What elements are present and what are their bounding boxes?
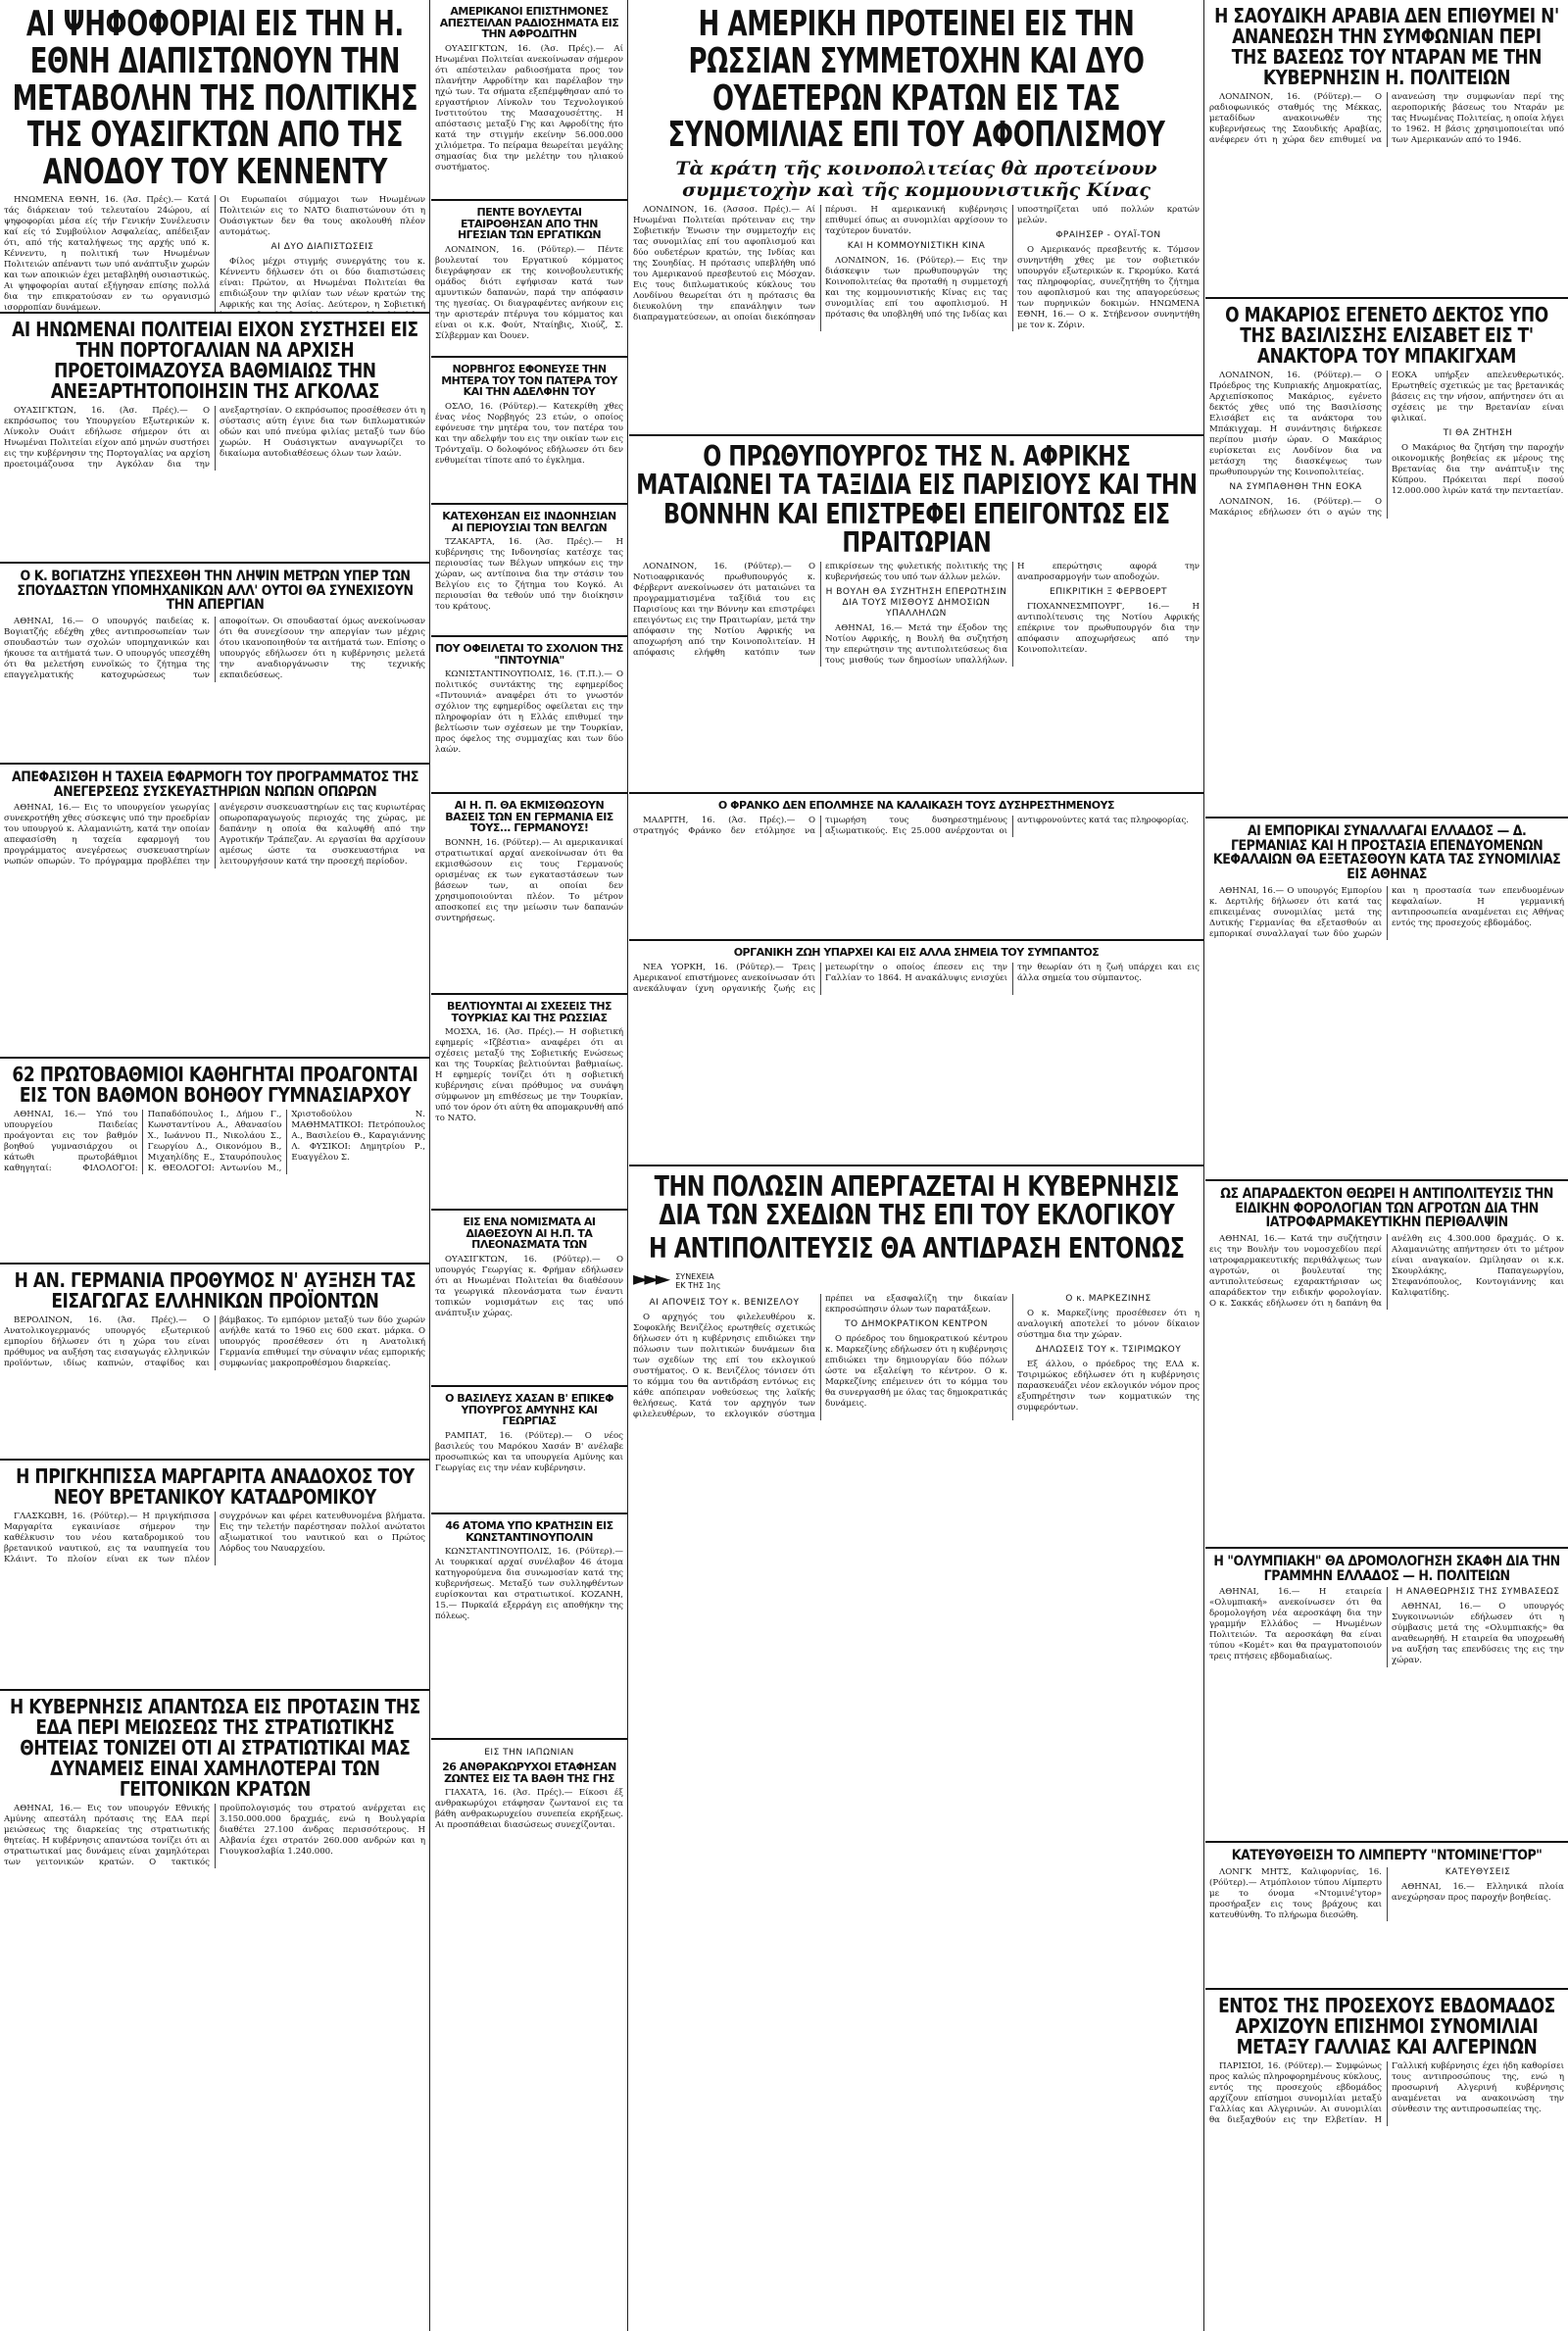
article-disarmament xyxy=(629,0,1203,436)
article-electoral-law xyxy=(629,1166,1203,2331)
article-organic-life xyxy=(629,941,1203,1166)
headline-secondary: Η ΑΝΤΙΠΟΛΙΤΕΥΣΙΣ ΘΑ ΑΝΤΙΔΡΑΣΗ ΕΝΤΟΝΩΣ xyxy=(648,1231,1185,1265)
article-body: ΑΘΗΝΑΙ, 16.— Υπό του υπουργείου Παιδείας προάγονται εις τον βαθμόν βοηθού γυμνασιάρχου οι κάτωθι πρωτοβάθμιοι καθηγηταί: ΦΙΛΟΛΟΓΟΙ: Παπαδόπουλος Ι., Δήμου Γ., Κωνσταντίνου Α., Αθανασίου Χ., Ιωάννου Π., Νικολάου Σ., Γεωργίου Δ., Οικονόμου Β., Μιχαηλίδης Ε., Σταυρόπουλος Κ. ΘΕΟΛΟΓΟΙ: Αντωνίου Μ., Χριστοδούλου Ν. ΜΑΘΗΜΑΤΙΚΟΙ: Πετρόπουλος Α., Βασιλείου Θ., Καραγιάννης Λ. ΦΥΣΙΚΟΙ: Δημητρίου Ρ., Ευαγγέλου Σ. xyxy=(4,1110,425,1173)
article-body: ΛΟΝΔΙΝΟΝ, 16. (Ρόϋτερ).— Ο ραδιοφωνικός σταθμός της Μέκκας, μεταδίδων ανακοινωθέν της κυβερνήσεως της Σαουδικής Αραβίας, ανέφερεν ότι η χώρα δεν επιθυμεί να ανανεώση την συμφωνίαν περί της αεροπορικής βάσεως του Νταράν με τας Ηνωμένας Πολιτείας, η οποία λήγει το 1962. Η βάσις χρησιμοποιείται υπό των Αμερικανών από το 1946. xyxy=(1209,92,1564,145)
headline: Η ΚΥΒΕΡΝΗΣΙΣ ΑΠΑΝΤΩΣΑ ΕΙΣ ΠΡΟΤΑΣΙΝ ΤΗΣ ΕΔΑ ΠΕΡΙ ΜΕΙΩΣΕΩΣ ΤΗΣ ΣΤΡΑΤΙΩΤΙΚΗΣ ΘΗΤΕΙΑΣ ΤΟΝΙΖΕΙ ΟΤΙ ΑΙ ΣΤΡΑΤΙΩΤΙΚΑΙ ΜΑΣ ΔΥΝΑΜΕΙΣ ΕΙΝΑΙ ΧΑΜΗΛΟΤΕΡΑΙ ΤΩΝ ΓΕΙΤΟΝΙΚΩΝ ΚΡΑΤΩΝ xyxy=(9,1695,420,1801)
article-east-germany-imports xyxy=(0,1265,429,1461)
article-body: ΟΥΑΣΙΓΚΤΩΝ, 16. (Ρόϋτερ).— Ο υπουργός Γεωργίας κ. Φρήμαν εδήλωσεν ότι αι Ηνωμέναι Πολιτείαι θα διαθέσουν τα γεωργικά πλεονάσματα των έναντι τοπικών νομισμάτων εις τας υπό ανάπτυξιν χώρας. xyxy=(435,1254,623,1318)
article-greece-germany-trade xyxy=(1205,818,1568,1181)
article-body: ΜΟΣΧΑ, 16. (Άσ. Πρές).— Η σοβιετική εφημερίς «Ιζβέστια» αναφέρει ότι αι σχέσεις μεταξύ της Σοβιετικής Ενώσεως και της Τουρκίας βελτιούνται βαθμιαίως. Η εφημερίς τονίζει ότι η σοβιετική κυβέρνησις είναι πρόθυμος να συνάψη σύμφωνον μη επιθέσεως με την Τουρκίαν, υπό τον όρον ότι αύτη θα απομακρυνθή από το ΝΑΤΟ. xyxy=(435,1027,623,1124)
headline: 62 ΠΡΩΤΟΒΑΘΜΙΟΙ ΚΑΘΗΓΗΤΑΙ ΠΡΟΑΓΟΝΤΑΙ ΕΙΣ ΤΟΝ ΒΑΘΜΟΝ ΒΟΗΘΟΥ ΓΥΜΝΑΣΙΑΡΧΟΥ xyxy=(12,1063,417,1107)
headline: ΑΙ ΨΗΦΟΦΟΡΙΑΙ ΕΙΣ ΤΗΝ Η. ΕΘΝΗ ΔΙΑΠΙΣΤΩΝΟΥΝ ΤΗΝ ΜΕΤΑΒΟΛΗΝ ΤΗΣ ΠΟΛΙΤΙΚΗΣ ΤΗΣ ΟΥΑΣΙΓΚΤΩΝ ΑΠΟ ΤΗΣ ΑΝΟΔΟΥ ΤΟΥ ΚΕΝΝΕΝΤΥ xyxy=(12,4,417,193)
article-body: ΑΘΗΝΑΙ, 16.— Ο υπουργός Εμπορίου κ. Δερτιλής δήλωσεν ότι κατά τας επικειμένας συνομιλίας μετά της Δυτικής Γερμανίας θα εξετασθούν αι εμπορικαί συναλλαγαί των δύο χωρών και η προστασία των επενδυομένων κεφαλαίων. Η γερμανική αντιπροσωπεία αναμένεται εις Αθήνας εντός της προσεχούς εβδομάδος. xyxy=(1209,885,1564,939)
article-body: ΛΟΝΓΚ ΜΗΤΣ, Καλιφορνίας, 16. (Ρόϋτερ).— Ατμόπλοιον τύπου Λίμπερτυ με το όνομα «Ντομινέ'γτορ» προσήραξεν εις τους βράχους και κατευθύνθη. Το πλήρωμα διεσώθη. ΚΑΤΕΥΘΥΣΕΙΣ ΑΘΗΝΑΙ, 16.— Ελληνικά πλοία ανεχώρησαν προς παροχήν βοηθείας. xyxy=(1209,1866,1564,1920)
article-body: ΠΑΡΙΣΙΟΙ, 16. (Ρόϋτερ).— Συμφώνως προς καλώς πληροφορημένους κύκλους, εντός της προσεχούς εβδομάδος αρχίζουν επίσημοι συνομιλίαι μεταξύ Γαλλίας και Αλγερινών. Αι συνομιλίαι θα διεξαχθούν εις την Ελβετίαν. Η Γαλλική κυβέρνησις έχει ήδη καθορίσει τους αντιπροσώπους της, ενώ η προσωρινή Αλγερινή κυβέρνησις αναμένεται να ανακοινώση την σύνθεσιν της αντιπροσωπείας της. xyxy=(1209,2061,1564,2125)
column-rule xyxy=(627,0,628,2331)
article-venus-signals xyxy=(431,0,627,201)
article-us-bases-germany xyxy=(431,794,627,995)
headline: ΑΜΕΡΙΚΑΝΟΙ ΕΠΙΣΤΗΜΟΝΕΣ ΑΠΕΣΤΕΙΛΑΝ ΡΑΔΙΟΣΗΜΑΤΑ ΕΙΣ ΤΗΝ ΑΦΡΟΔΙΤΗΝ xyxy=(439,5,619,41)
article-istanbul-arrests xyxy=(431,1514,627,1740)
continuation-marker xyxy=(633,1266,1200,1290)
column-2 xyxy=(431,0,627,2331)
article-fruit-packing xyxy=(0,765,429,1059)
article-franco xyxy=(629,794,1203,941)
article-military-service xyxy=(0,1691,429,2135)
section-heading: ΑΙ ΑΠΟΨΕΙΣ ΤΟΥ κ. ΒΕΝΙΖΕΛΟΥ xyxy=(649,1298,800,1309)
column-rule xyxy=(1203,0,1204,2331)
article-body: ΑΘΗΝΑΙ, 16.— Κατά την συζήτησιν εις την Βουλήν του νομοσχεδίου περί ιατροφαρμακευτικής περιθάλψεως των αγροτών, οι βουλευταί της αντιπολιτεύσεως εχαρακτήρισαν ως απαράδεκτον την ειδικήν φορολογίαν. Ο κ. Σακκάς εδήλωσεν ότι η δαπάνη θα ανέλθη εις 4.300.000 δραχμάς. Ο κ. Αλαμανιώτης απήντησεν ότι το μέτρον είναι αναγκαίον. Ωμίλησαν οι κ.κ. Σκουρλάκης, Παπαγεωργίου, Στεφανόπουλος, Κοντογιάννης και Καλιφατίδης. xyxy=(1209,1234,1564,1310)
article-body: ΑΘΗΝΑΙ, 16.— Ο υπουργός παιδείας κ. Βογιατζής εδέχθη χθες αντιπροσωπείαν των σπουδαστών των σχολών υπομηχανικών και ήκουσε τα αιτήματά των. Ο υπουργός υπεσχέθη ότι θα μελετήση ευνοϊκώς το ζήτημα της επαγγελματικής κατοχυρώσεως των αποφοίτων. Οι σπουδασταί όμως ανεκοίνωσαν ότι θα συνεχίσουν την απεργίαν των μέχρις ότου ικανοποιηθούν τα αιτήματά των. Επίσης ο υπουργός εδήλωσεν ότι η κυβέρνησις μελετά την αναδιοργάνωσιν της τεχνικής εκπαιδεύσεως. xyxy=(4,617,425,681)
article-king-hassan xyxy=(431,1387,627,1514)
section-heading: ΔΗΛΩΣΕΙΣ ΤΟΥ κ. ΤΣΙΡΙΜΩΚΟΥ xyxy=(1035,1345,1182,1356)
section-heading: Η ΒΟΥΛΗ ΘΑ ΣΥΖΗΤΗΣΗ ΕΠΕΡΩΤΗΣΙΝ ΔΙΑ ΤΟΥΣ ΜΙΣΘΟΥΣ ΔΗΜΟΣΙΩΝ ΥΠΑΛΛΗΛΩΝ xyxy=(825,586,1007,619)
section-heading: ΑΙ ΔΥΟ ΔΙΑΠΙΣΤΩΣΕΙΣ xyxy=(270,241,374,252)
article-body: ΑΘΗΝΑΙ, 16.— Εις το υπουργείον γεωργίας συνεκροτήθη χθες σύσκεψις υπό την προεδρίαν του υπουργού κ. Αλαμανιώτη, κατά την οποίαν απεφασίσθη η ταχεία εφαρμογή του προγράμματος ανεγέρσεως συσκευαστηρίων νωπών οπωρών. Το πρόγραμμα προβλέπει την ανέγερσιν συσκευαστηρίων εις τας κυριωτέρας οπωροπαραγωγούς περιοχάς της χώρας, με δαπάνην η οποία θα καλυφθή από την Αγροτικήν Τράπεζαν. Αι εργασίαι θα αρχίσουν αμέσως ώστε τα συσκευαστήρια να λειτουργήσουν κατά την προσεχή περίοδον. xyxy=(4,803,425,868)
article-body: ΑΘΗΝΑΙ, 16.— Εις τον υπουργόν Εθνικής Αμύνης απεστάλη πρότασις της ΕΔΑ περί μειώσεως της διαρκείας της στρατιωτικής θητείας. Η κυβέρνησις απαντώσα τονίζει ότι αι στρατιωτικαί μας δυνάμεις είναι χαμηλότεραι των γειτονικών κρατών. Ο τακτικός προϋπολογισμός του στρατού ανέρχεται εις 3.150.000.000 δραχμάς, ενώ η Βουλγαρία διαθέτει 27.100 άνδρας περισσότερους. Η Αλβανία έχει στρατόν 260.000 ανδρών και η Γιουγκοσλαβία 1.240.000. xyxy=(4,1804,425,1867)
headline: ΠΕΝΤΕ ΒΟΥΛΕΥΤΑΙ ΕΤΑΙΡΟΘΗΣΑΝ ΑΠΟ ΤΗΝ ΗΓΕΣΙΑΝ ΤΩΝ ΕΡΓΑΤΙΚΩΝ xyxy=(457,206,602,242)
continuation-label: ΣΥΝΕΧΕΙΑ xyxy=(675,1271,714,1281)
article-body: ΚΩΝΙΣΤΑΝΤΙΝΟΥΠΟΛΙΣ, 16. (Τ.Π.).— Ο πολιτικός συντάκτης της εφημερίδος «Πντουνιά» αναφέρει ότι το γνωστόν σχόλιον της εφημερίδος οφείλεται εις την πληροφορίαν ότι η Ελλάς επιθυμεί την βελτίωσιν των σχέσεων με την Τουρκίαν, προς όφελος της συμμαχίας και των δύο λαών. xyxy=(435,670,623,756)
article-body: ΛΟΝΔΙΝΟΝ, 16. (Ρόϋτερ).— Πέντε βουλευταί του Εργατικού κόμματος διεγράφησαν εκ της κοινοβουλευτικής ομάδος διότι εψήφισαν κατά των αμυντικών δαπανών, παρά την απόφασιν της ηγεσίας. Οι διαγραφέντες ανήκουν εις την αριστεράν πτέρυγα του κόμματος και είναι οι κ.κ. Φούτ, Νταίηβις, Χιούζ, Σ. Σίλβερμαν και Όουεν. xyxy=(435,244,623,341)
article-japan-miners xyxy=(431,1740,627,2331)
article-body: ΛΟΝΔΙΝΟΝ, 16. (Ρόϋτερ).— Ο Νοτιοαφρικανός πρωθυπουργός κ. Φέρβερντ ανεκοίνωσεν ότι ματαιώνει τα προγραμματισμένα ταξίδιά του εις Παρισίους και την Βόννην και επιστρέφει επειγόντως εις την Πραιτωρίαν, μετά την απόφασιν της Νοτίου Αφρικής να αποχωρήση από την Κοινοπολιτείαν. Η απόφασις ελήφθη κατόπιν των επικρίσεων της φυλετικής πολιτικής της κυβερνήσεώς του υπό των άλλων μελών. Η ΒΟΥΛΗ ΘΑ ΣΥΖΗΤΗΣΗ ΕΠΕΡΩΤΗΣΙΝ ΔΙΑ ΤΟΥΣ ΜΙΣΘΟΥΣ ΔΗΜΟΣΙΩΝ ΥΠΑΛΛΗΛΩΝ ΑΘΗΝΑΙ, 16.— Μετά την έξοδον της Νοτίου Αφρικής, η Βουλή θα συζητήση την επερώτησιν της αντιπολιτεύσεως δια τους μισθούς των δημοσίων υπαλλήλων. Η επερώτησις αφορά την αναπροσαρμογήν των αποδοχών. ΕΠΙΚΡΙΤΙΚΗ Ξ ΦΕΡΒΟΕΡΤ ΓΙΟΧΑΝΝΕΣΜΠΟΥΡΓ, 16.— Η αντιπολίτευσις της Νοτίου Αφρικής επέκρινε τον πρωθυπουργόν δια την απόφασιν αποχωρήσεως από την Κοινοπολιτείαν. xyxy=(633,561,1200,666)
article-labour-mps xyxy=(431,201,627,358)
article-body: ΤΖΑΚΑΡΤΑ, 16. (Άσ. Πρές).— Η κυβέρνησις της Ινδονησίας κατέσχε τας περιουσίας των Βέλγων υπηκόων εις την χώραν, ως αντίποινα δια την στάσιν του Βελγίου εις το ζήτημα του Κογκό. Αι περιουσίαι θα τεθούν υπό την διοίκησιν του κράτους. xyxy=(435,537,623,613)
article-body: ΟΥΑΣΙΓΚΤΩΝ, 16. (Άσ. Πρές).— Ο εκπρόσωπος του Υπουργείου Εξωτερικών κ. Λίνκολν Ουάιτ εδήλωσε σήμερον ότι αι Ηνωμέναι Πολιτείαι είχον από μηνών συστήσει εις την κυβέρνησιν της Πορτογαλίας να αρχίση προετοιμάζουσα την Αγκόλαν δια την ανεξαρτησίαν. Ο εκπρόσωπος προσέθεσεν ότι η σύστασις αύτη έγινε δια των διπλωματικών οδών και υπό πνεύμα φιλίας μεταξύ των δύο χωρών. Η Ουάσιγκτων αναγνωρίζει το δικαίωμα αυτοδιαθέσεως όλων των λαών. xyxy=(4,406,425,470)
headline: ΒΕΛΤΙΟΥΝΤΑΙ ΑΙ ΣΧΕΣΕΙΣ ΤΗΣ ΤΟΥΡΚΙΑΣ ΚΑΙ ΤΗΣ ΡΩΣΣΙΑΣ xyxy=(446,1000,612,1024)
section-heading: ΝΑ ΣΥΜΠΑΘΗΘΗ ΤΗΝ ΕΟΚΑ xyxy=(1229,482,1362,492)
article-south-africa xyxy=(629,436,1203,794)
article-france-algeria xyxy=(1205,1990,1568,2331)
article-princess-margaret xyxy=(0,1461,429,1691)
article-body: ΝΕΑ ΥΟΡΚΗ, 16. (Ρόϋτερ).— Τρεις Αμερικανοί επιστήμονες ανεκοίνωσαν ότι ανεκάλυψαν ίχνη οργανικής ζωής εις μετεωρίτην ο οποίος έπεσεν εις την Γαλλίαν το 1864. Η ανακάλυψις ενισχύει την θεωρίαν ότι η ζωή υπάρχει και εις άλλα σημεία του σύμπαντος. xyxy=(633,962,1200,994)
headline: ΚΑΤΕΧΘΗΣΑΝ ΕΙΣ ΙΝΔΟΝΗΣΙΑΝ ΑΙ ΠΕΡΙΟΥΣΙΑΙ ΤΩΝ ΒΕΛΓΩΝ xyxy=(442,510,616,534)
continuation-page: ΕΚ ΤΗΣ 1ης xyxy=(675,1280,721,1290)
article-kennedy-policy xyxy=(0,0,429,314)
arrows-icon: ►►► xyxy=(633,1266,667,1291)
headline: ΠΟΥ ΟΦΕΙΛΕΤΑΙ ΤΟ ΣΧΟΛΙΟΝ ΤΗΣ "ΠΝΤΟΥΝΙΑ" xyxy=(435,642,623,667)
headline: Η ΑΝ. ΓΕΡΜΑΝΙΑ ΠΡΟΘΥΜΟΣ Ν' ΑΥΞΗΣΗ ΤΑΣ ΕΙΣΑΓΩΓΑΣ ΕΛΛΗΝΙΚΩΝ ΠΡΟΪΟΝΤΩΝ xyxy=(14,1268,416,1313)
headline: ΩΣ ΑΠΑΡΑΔΕΚΤΟΝ ΘΕΩΡΕΙ Η ΑΝΤΙΠΟΛΙΤΕΥΣΙΣ ΤΗΝ ΕΙΔΙΚΗΝ ΦΟΡΟΛΟΓΙΑΝ ΤΩΝ ΑΓΡΟΤΩΝ ΔΙΑ ΤΗΝ ΙΑΤΡΟΦΑΡΜΑΚΕΥΤΙΚΗΝ ΠΕΡΙΘΑΛΨΙΝ xyxy=(1220,1186,1553,1231)
article-body: ΟΥΑΣΙΓΚΤΩΝ, 16. (Άσ. Πρές).— Αί Ηνωμέναι Πολιτείαι ανεκοίνωσαν σήμερον ότι απέστειλαν ραδιοσήματα προς τον πλανήτην Αφροδίτην και παρέλαβον την ηχώ των. Τα σήματα εξεπέμφθησαν από το εργαστήριον Λίνκολν του Τεχνολογικού Ινστιτούτου της Μασαχουσέττης. Η απόστασις μεταξύ Γης και Αφροδίτης ήτο κατά την στιγμήν εκείνην 56.000.000 χιλιόμετρα. Το πείραμα θεωρείται μεγάλης σημασίας δια την μελέτην του ηλιακού συστήματος. xyxy=(435,43,623,173)
headline: Η ΣΑΟΥΔΙΚΗ ΑΡΑΒΙΑ ΔΕΝ ΕΠΙΘΥΜΕΙ Ν' ΑΝΑΝΕΩΣΗ ΤΗΝ ΣΥΜΦΩΝΙΑΝ ΠΕΡΙ ΤΗΣ ΒΑΣΕΩΣ ΤΟΥ ΝΤΑΡΑΝ ΜΕ ΤΗΝ ΚΥΒΕΡΝΗΣΙΝ Η. ΠΟΛΙΤΕΙΩΝ xyxy=(1214,4,1559,89)
section-heading: ΤΟ ΔΗΜΟΚΡΑΤΙΚΟΝ ΚΕΝΤΡΟΝ xyxy=(845,1319,988,1330)
article-body: ΓΙΑΧΑΤΑ, 16. (Άσ. Πρές).— Είκοσι έξ ανθρακωρύχοι ετάφησαν ζωντανοί εις τα βάθη ανθρακωρυχείου συνεπεία εκρήξεως. Αι προσπάθειαι διασώσεως συνεχίζονται. xyxy=(435,1788,623,1831)
column-1 xyxy=(0,0,429,2331)
headline: ΟΡΓΑΝΙΚΗ ΖΩΗ ΥΠΑΡΧΕΙ ΚΑΙ ΕΙΣ ΑΛΛΑ ΣΗΜΕΙΑ ΤΟΥ ΣΥΜΠΑΝΤΟΣ xyxy=(733,946,1100,959)
column-rule xyxy=(429,0,430,2331)
article-liberty-ship xyxy=(1205,1843,1568,1990)
headline: ΝΟΡΒΗΓΟΣ ΕΦΟΝΕΥΣΕ ΤΗΝ ΜΗΤΕΡΑ ΤΟΥ ΤΟΝ ΠΑΤΕΡΑ ΤΟΥ ΚΑΙ ΤΗΝ ΑΔΕΛΦΗΝ ΤΟΥ xyxy=(441,363,617,399)
article-body: ΟΣΛΟ, 16. (Ρόϋτερ).— Κατεκρίθη χθες ένας νέος Νορβηγός 23 ετών, ο οποίος εφόνευσε την μητέρα του, τον πατέρα του και την αδελφήν του εις την οικίαν των εις Τρόντχαϊμ. Ο δολοφόνος εδήλωσεν ότι δεν ενθυμείται τίποτε από το έγκλημα. xyxy=(435,401,623,466)
headline: ΤΗΝ ΠΟΛΩΣΙΝ ΑΠΕΡΓΑΖΕΤΑΙ Η ΚΥΒΕΡΝΗΣΙΣ ΔΙΑ ΤΩΝ ΣΧΕΔΙΩΝ ΤΗΣ ΕΠΙ ΤΟΥ ΕΚΛΟΓΙΚΟΥ xyxy=(654,1170,1179,1232)
headline: ΑΙ ΗΝΩΜΕΝΑΙ ΠΟΛΙΤΕΙΑΙ ΕΙΧΟΝ ΣΥΣΤΗΣΕΙ ΕΙΣ ΤΗΝ ΠΟΡΤΟΓΑΛΙΑΝ ΝΑ ΑΡΧΙΣΗ ΠΡΟΕΤΟΙΜΑΖΟΥΣΑ ΒΑΘΜΙΑΙΩΣ ΤΗΝ ΑΝΕΞΑΡΤΗΤΟΠΟΙΗΣΙΝ ΤΗΣ ΑΓΚΟΛΑΣ xyxy=(11,318,418,403)
article-body: ΜΑΔΡΙΤΗ, 16. (Άσ. Πρές).— Ο στρατηγός Φράνκο δεν ετόλμησε να τιμωρήση τους δυσηρεστημένους αξιωματικούς. Εις 25.000 ανέρχονται οι αντιφρονούντες κατά τας πληροφορίας. xyxy=(633,815,1189,836)
section-heading: ΕΠΙΚΡΙΤΙΚΗ Ξ ΦΕΡΒΟΕΡΤ xyxy=(1050,586,1167,597)
headline: Η "ΟΛΥΜΠΙΑΚΗ" ΘΑ ΔΡΟΜΟΛΟΓΗΣΗ ΣΚΑΦΗ ΔΙΑ ΤΗΝ ΓΡΑΜΜΗΝ ΕΛΛΑΔΟΣ — Η. ΠΟΛΙΤΕΙΩΝ xyxy=(1213,1554,1560,1584)
column-4 xyxy=(1205,0,1568,2331)
article-olympic-airways xyxy=(1205,1549,1568,1843)
article-body: ΚΩΝΣΤΑΝΤΙΝΟΥΠΟΛΙΣ, 16. (Ρόϋτερ).— Αι τουρκικαί αρχαί συνέλαβον 46 άτομα κατηγορούμενα δια συνωμοσίαν κατά της κυβερνήσεως. Μεταξύ των συλληφθέντων ευρίσκονται και στρατιωτικοί. ΚΟΖΑΝΗ, 15.— Πυρκαϊά εξερράγη εις αποθήκην της πόλεως. xyxy=(435,1547,623,1622)
article-norwegian-murder xyxy=(431,358,627,505)
article-us-surpluses xyxy=(431,1211,627,1387)
headline: ΕΙΣ ΕΝΑ ΝΟΜΙΣΜΑΤΑ ΑΙ ΔΙΑΘΕΣΟΥΝ ΑΙ Η.Π. ΤΑ ΠΛΕΟΝΑΣΜΑΤΑ ΤΩΝ xyxy=(463,1215,596,1252)
headline: Ο ΒΑΣΙΛΕΥΣ ΧΑΣΑΝ Β' ΕΠΙΚΕΦ ΥΠΟΥΡΓΟΣ ΑΜΥΝΗΣ ΚΑΙ ΓΕΩΡΓΙΑΣ xyxy=(445,1392,613,1428)
headline: ΚΑΤΕΥΘΥΘΕΙΣΗ ΤΟ ΛΙΜΠΕΡΤΥ "ΝΤΟΜΙΝΕ'ΓΤΟΡ" xyxy=(1231,1848,1543,1863)
section-heading: Η ΑΝΑΘΕΩΡΗΣΙΣ ΤΗΣ ΣΥΜΒΑΣΕΩΣ xyxy=(1396,1587,1560,1598)
article-body: ΛΟΝΔΙΝΟΝ, 16. (Άσσοσ. Πρές).— Αί Ηνωμέναι Πολιτείαι πρότειναν εις την Σοβιετικήν Ένωσιν την συμμετοχήν εις τας συνομιλίας επί του αφοπλισμού και δύο ουδετέρων κρατών, της Ινδίας και της Σουηδίας. Η πρότασις υπεβλήθη υπό του Αμερικανού πρεσβευτού εις Μόσχαν. Εις τους διπλωματικούς κύκλους του Λονδίνου θεωρείται ότι η πρότασις θα διευκολύνη την επανάληψιν των διαπραγματεύσεων, αι οποίαι διεκόπησαν πέρυσι. Η αμερικανική κυβέρνησις επιθυμεί όπως αι συνομιλίαι αρχίσουν το ταχύτερον δυνατόν. ΚΑΙ Η ΚΟΜΜΟΥΝΙΣΤΙΚΗ ΚΙΝΑ ΛΟΝΔΙΝΟΝ, 16. (Ρόϋτερ).— Εις την διάσκεψιν των πρωθυπουργών της Κοινοπολιτείας θα προταθή η συμμετοχή και της κομμουνιστικής Κίνας εις τας συνομιλίας επί του αφοπλισμού. Η πρότασις θα υποβληθή υπό της Ινδίας και υποστηρίζεται υπό πολλών κρατών μελών. ΦΡΑΙΗΣΕΡ - ΟΥΑΪ-ΤΟΝ Ο Αμερικανός πρεσβευτής κ. Τόμσον συνηντήθη χθες με τον σοβιετικόν υπουργόν εξωτερικών κ. Γκρομύκο. Κατά τας πληροφορίας, συνεζητήθη το ζήτημα του αφοπλισμού και της απαγορεύσεως των πυρηνικών δοκιμών. ΗΝΩΜΕΝΑ ΕΘΝΗ, 16.— Ο κ. Στήβενσον συνηντήθη με τον κ. Ζόριν. xyxy=(633,205,1200,331)
headline: Ο ΠΡΩΘΥΠΟΥΡΓΟΣ ΤΗΣ Ν. ΑΦΡΙΚΗΣ ΜΑΤΑΙΩΝΕΙ ΤΑ ΤΑΞΙΔΙΑ ΕΙΣ ΠΑΡΙΣΙΟΥΣ ΚΑΙ ΤΗΝ ΒΟΝΝΗΝ ΚΑΙ ΕΠΙΣΤΡΕΦΕΙ ΕΠΕΙΓΟΝΤΩΣ ΕΙΣ ΠΡΑΙΤΩΡΙΑΝ xyxy=(635,440,1198,560)
headline: ΑΙ ΕΜΠΟΡΙΚΑΙ ΣΥΝΑΛΛΑΓΑΙ ΕΛΛΑΔΟΣ — Δ. ΓΕΡΜΑΝΙΑΣ ΚΑΙ Η ΠΡΟΣΤΑΣΙΑ ΕΠΕΝΔΥΟΜΕΝΩΝ ΚΕΦΑΛΑΙΩΝ ΘΑ ΕΞΕΤΑΣΘΟΥΝ ΚΑΤΑ ΤΑΣ ΣΥΝΟΜΙΛΙΑΣ ΕΙΣ ΑΘΗΝΑΣ xyxy=(1212,823,1561,883)
article-body: ΒΕΡΟΛΙΝΟΝ, 16. (Άσ. Πρές).— Ο Ανατολικογερμανός υπουργός εξωτερικού εμπορίου δήλωσεν ότι η χώρα του είναι πρόθυμος να αυξήση τας εισαγωγάς ελληνικών προϊόντων, ιδίως καπνών, σταφίδος και βάμβακος. Το εμπόριον μεταξύ των δύο χωρών ανήλθε κατά το 1960 εις 600 εκατ. μάρκα. Ο υπουργός προσέθεσεν ότι η Ανατολική Γερμανία επιθυμεί την σύναψιν νέας εμπορικής συμφωνίας μακροπροθέσμου διαρκείας. xyxy=(4,1315,425,1368)
article-body: ΓΛΑΣΚΩΒΗ, 16. (Ρόϋτερ).— Η πριγκήπισσα Μαργαρίτα εγκαινίασε σήμερον την καθέλκυσιν του νέου καταδρομικού του βρετανικού ναυτικού, εις τα ναυπηγεία του Κλάιντ. Το πλοίον είναι εκ των πλέον συγχρόνων και φέρει κατευθυνομένα βλήματα. Εις την τελετήν παρέστησαν πολλοί ανώτατοι αξιωματικοί του ναυτικού και ο Πρώτος Λόρδος του Ναυαρχείου. xyxy=(4,1512,425,1564)
headline: 26 ΑΝΘΡΑΚΩΡΥΧΟΙ ΕΤΑΦΗΣΑΝ ΖΩΝΤΕΣ ΕΙΣ ΤΑ ΒΑΘΗ ΤΗΣ ΓΗΣ xyxy=(442,1761,616,1785)
section-heading: Ο κ. ΜΑΡΚΕΖΙΝΗΣ xyxy=(1065,1294,1152,1305)
headline: 46 ΑΤΟΜΑ ΥΠΟ ΚΡΑΤΗΣΙΝ ΕΙΣ ΚΩΝΣΤΑΝΤΙΝΟΥΠΟΛΙΝ xyxy=(445,1519,613,1544)
headline: Η ΑΜΕΡΙΚΗ ΠΡΟΤΕΙΝΕΙ ΕΙΣ ΤΗΝ ΡΩΣΣΙΑΝ ΣΥΜΜΕΤΟΧΗΝ ΚΑΙ ΔΥΟ ΟΥΔΕΤΕΡΩΝ ΚΡΑΤΩΝ ΕΙΣ ΤΑΣ ΣΥΝΟΜΙΛΙΑΣ ΕΠΙ ΤΟΥ ΑΦΟΠΛΙΣΜΟΥ xyxy=(667,4,1165,156)
article-dunya-comment xyxy=(431,637,627,794)
section-heading: ΚΑΤΕΥΘΥΣΕΙΣ xyxy=(1445,1866,1511,1877)
headline: Ο ΦΡΑΝΚΟ ΔΕΝ ΕΠΟΛΜΗΣΕ ΝΑ ΚΑΛΑΙΚΑΣΗ ΤΟΥΣ ΔΥΣΗΡΕΣΤΗΜΕΝΟΥΣ xyxy=(717,799,1115,812)
headline: ΕΝΤΟΣ ΤΗΣ ΠΡΟΣΕΧΟΥΣ ΕΒΔΟΜΑΔΟΣ ΑΡΧΙΖΟΥΝ ΕΠΙΣΗΜΟΙ ΣΥΝΟΜΙΛΙΑΙ ΜΕΤΑΞΥ ΓΑΛΛΙΑΣ ΚΑΙ ΑΛΓΕΡΙΝΩΝ xyxy=(1218,1994,1555,2058)
subheadline: Τὰ κράτη τῆς κοινοπολιτείας θὰ προτείνουν συμμετοχὴν καὶ τῆς κομμουνιστικῆς Κίνας xyxy=(675,158,1157,202)
headline: Ο ΜΑΚΑΡΙΟΣ ΕΓΕΝΕΤΟ ΔΕΚΤΟΣ ΥΠΟ ΤΗΣ ΒΑΣΙΛΙΣΣΗΣ ΕΛΙΣΑΒΕΤ ΕΙΣ Τ' ΑΝΑΚΤΟΡΑ ΤΟΥ ΜΠΑΚΙΓΧΑΜ xyxy=(1225,303,1548,368)
article-indonesia-belgians xyxy=(431,505,627,637)
article-body: ΗΝΩΜΕΝΑ ΕΘΝΗ, 16. (Άσ. Πρές).— Κατά τάς διάρκειαν τού τελευταίου 24ώρου, αί ψηφοφορίαι μέσα είς τήν Γενικήν Συνέλευσιν καί είς τό Συμβούλιον Ασφαλείας, απέδειξαν ότι, από τής καταλήψεως της αρχής υπό κ. Κέννεντυ, η πολιτική των Ηνωμένων Πολιτειών απέναντι των υπό ανάπτυξιν χωρών και των αποικιών έχει μεταβληθή ουσιαστικώς. Αι ψηφοφορίαι αυταί εξήγησαν επίσης πολλά δια την επικρατούσαν εν τω οργανισμώ ισορροπίαν δυνάμεων. Οι Ευρωπαίοι σύμμαχοι των Ηνωμένων Πολιτειών εις το ΝΑΤΟ διαπιστώνουν ότι η Ουάσιγκτων δεν θα τους ακολουθή πλέον αυτομάτως. ΑΙ ΔΥΟ ΔΙΑΠΙΣΤΩΣΕΙΣ Φίλος μέχρι στιγμής συνεργάτης του κ. Κέννεντυ δήλωσεν ότι οι δύο διαπιστώσεις είναι: Πρώτον, αι Ηνωμέναι Πολιτείαι θα επιδιώξουν την φιλίαν των νέων κρατών της Αφρικής και της Ασίας. Δεύτερον, η Σοβιετική xyxy=(4,194,425,313)
article-makarios-queen xyxy=(1205,299,1568,818)
section-heading: ΦΡΑΙΗΣΕΡ - ΟΥΑΪ-ΤΟΝ xyxy=(1055,230,1161,241)
section-heading: ΕΙΣ ΤΗΝ ΙΑΠΩΝΙΑΝ xyxy=(484,1748,574,1758)
headline: ΑΠΕΦΑΣΙΣΘΗ Η ΤΑΧΕΙΑ ΕΦΑΡΜΟΓΗ ΤΟΥ ΠΡΟΓΡΑΜΜΑΤΟΣ ΤΗΣ ΑΝΕΓΕΡΣΕΩΣ ΣΥΣΚΕΥΑΣΤΗΡΙΩΝ ΝΩΠΩΝ ΟΠΩΡΩΝ xyxy=(11,769,418,800)
headline: ΑΙ Η. Π. ΘΑ ΕΚΜΙΣΘΩΣΟΥΝ ΒΑΣΕΙΣ ΤΩΝ ΕΝ ΓΕΡΜΑΝΙΑ ΕΙΣ ΤΟΥΣ... ΓΕΡΜΑΝΟΥΣ! xyxy=(445,799,613,835)
article-body: ΑΘΗΝΑΙ, 16.— Η εταιρεία «Ολυμπιακή» ανεκοίνωσεν ότι θα δρομολογήση νέα αεροσκάφη δια την γραμμήν Ελλάδος — Ηνωμένων Πολιτειών. Τα αεροσκάφη θα είναι τύπου «Κομέτ» και θα πραγματοποιούν τρεις πτήσεις εβδομαδιαίως. Η ΑΝΑΘΕΩΡΗΣΙΣ ΤΗΣ ΣΥΜΒΑΣΕΩΣ ΑΘΗΝΑΙ, 16.— Ο υπουργός Συγκοινωνιών εδήλωσεν ότι η σύμβασις μετά της «Ολυμπιακής» θα αναθεωρηθή. Η εταιρεία θα υποχρεωθή να αυξήση τας επενδύσεις της εις την χώραν. xyxy=(1209,1587,1564,1666)
article-body: ΡΑΜΠΑΤ, 16. (Ρόϋτερ).— Ο νέος βασιλεύς του Μαρόκου Χασάν Β' ανέλαβε προσωπικώς και τα υπουργεία Αμύνης και Γεωργίας εις την νέαν κυβέρνησιν. xyxy=(435,1430,623,1473)
headline: Η ΠΡΙΓΚΗΠΙΣΣΑ ΜΑΡΓΑΡΙΤΑ ΑΝΑΔΟΧΟΣ ΤΟΥ ΝΕΟΥ ΒΡΕΤΑΝΙΚΟΥ ΚΑΤΑΔΡΟΜΙΚΟΥ xyxy=(15,1464,415,1509)
article-farmers-tax xyxy=(1205,1181,1568,1549)
article-students-strike xyxy=(0,564,429,765)
article-body: ΒΟΝΝΗ, 16. (Ρόϋτερ).— Αι αμερικανικαί στρατιωτικαί αρχαί ανεκοίνωσαν ότι θα εκμισθώσουν εις τους Γερμανούς ορισμένας εκ των εγκαταστάσεων των βάσεων των, αι οποίαι δεν χρησιμοποιούνται πλέον. Το μέτρον αποσκοπεί εις την μείωσιν των δαπανών συντηρήσεως. xyxy=(435,837,623,923)
article-body: ΑΙ ΑΠΟΨΕΙΣ ΤΟΥ κ. ΒΕΝΙΖΕΛΟΥ Ο αρχηγός του φιλελευθέρου κ. Σοφοκλής Βενιζέλος ερωτηθείς σχετικώς δήλωσεν ότι η κυβέρνησις επιδιώκει την πόλωσιν των πολιτικών δυνάμεων δια των σχεδίων της επί του εκλογικού συστήματος. Ο κ. Βενιζέλος τόνισεν ότι το κόμμα του θα αντιδράση εντόνως εις κάθε απόπειραν νοθεύσεως της λαϊκής θελήσεως. Κατά τον αρχηγόν των φιλελευθέρων, το εκλογικόν σύστημα πρέπει να εξασφαλίζη την δικαίαν εκπροσώπησιν όλων των παρατάξεων. ΤΟ ΔΗΜΟΚΡΑΤΙΚΟΝ ΚΕΝΤΡΟΝ Ο πρόεδρος του δημοκρατικού κέντρου κ. Μαρκεζίνης εδήλωσεν ότι η κυβέρνησις επιδιώκει την δημιουργίαν δύο πόλων ώστε να εξαλείψη το κέντρον. Ο κ. Μαρκεζίνης επέμεινεν ότι το κόμμα του θα συνεργασθή με όλας τας δημοκρατικάς δυνάμεις. Ο κ. ΜΑΡΚΕΖΙΝΗΣ Ο κ. Μαρκεζίνης προσέθεσεν ότι η αναλογική αποτελεί το μόνον δίκαιον σύστημα δια την χώραν. ΔΗΛΩΣΕΙΣ ΤΟΥ κ. ΤΣΙΡΙΜΩΚΟΥ Εξ άλλου, ο πρόεδρος της ΕΛΔ κ. Τσιριμώκος εδήλωσεν ότι η κυβέρνησις παρασκευάζει νέον εκλογικόν νόμον προς εξυπηρέτησιν των κομματικών της συμφερόντων. xyxy=(633,1294,1200,1420)
article-body: ΛΟΝΔΙΝΟΝ, 16. (Ρόϋτερ).— Ο Πρόεδρος της Κυπριακής Δημοκρατίας, Αρχιεπίσκοπος Μακάριος, εγένετο δεκτός χθες υπό της Βασιλίσσης Ελισάβετ εις τα ανάκτορα του Μπάκιγχαμ. Η συνάντησις διήρκεσε περίπου μισήν ώραν. Ο Μακάριος ευρίσκεται εις Λονδίνον δια να μετάσχη της διασκέψεως των πρωθυπουργών της Κοινοπολιτείας. ΝΑ ΣΥΜΠΑΘΗΘΗ ΤΗΝ ΕΟΚΑ ΛΟΝΔΙΝΟΝ, 16. (Ρόϋτερ).— Ο Μακάριος εδήλωσεν ότι ο αγών της ΕΟΚΑ υπήρξεν απελευθερωτικός. Ερωτηθείς σχετικώς με τας βρετανικάς βάσεις εις την νήσον, απήντησεν ότι αι σχέσεις με την Βρετανίαν είναι φιλικαί. ΤΙ ΘΑ ΖΗΤΗΣΗ Ο Μακάριος θα ζητήση την παροχήν οικονομικής βοηθείας εκ μέρους της Βρετανίας δια την ανάπτυξιν της Κύπρου. Πρόκειται περί ποσού 12.000.000 λιρών κατά την πενταετίαν. xyxy=(1209,371,1564,518)
article-angola xyxy=(0,314,429,564)
article-turkey-russia xyxy=(431,995,627,1211)
section-heading: ΚΑΙ Η ΚΟΜΜΟΥΝΙΣΤΙΚΗ ΚΙΝΑ xyxy=(847,241,986,252)
article-saudi-dhahran xyxy=(1205,0,1568,299)
article-professors xyxy=(0,1059,429,1265)
column-3 xyxy=(629,0,1203,2331)
section-heading: ΤΙ ΘΑ ΖΗΤΗΣΗ xyxy=(1443,428,1513,438)
headline: Ο Κ. ΒΟΓΙΑΤΖΗΣ ΥΠΕΣΧΕΘΗ ΤΗΝ ΛΗΨΙΝ ΜΕΤΡΩΝ ΥΠΕΡ ΤΩΝ ΣΠΟΥΔΑΣΤΩΝ ΥΠΟΜΗΧΑΝΙΚΩΝ ΑΛΛ' ΟΥΤΟΙ ΘΑ ΣΥΝΕΧΙΣΟΥΝ ΤΗΝ ΑΠΕΡΓΙΑΝ xyxy=(16,569,414,614)
